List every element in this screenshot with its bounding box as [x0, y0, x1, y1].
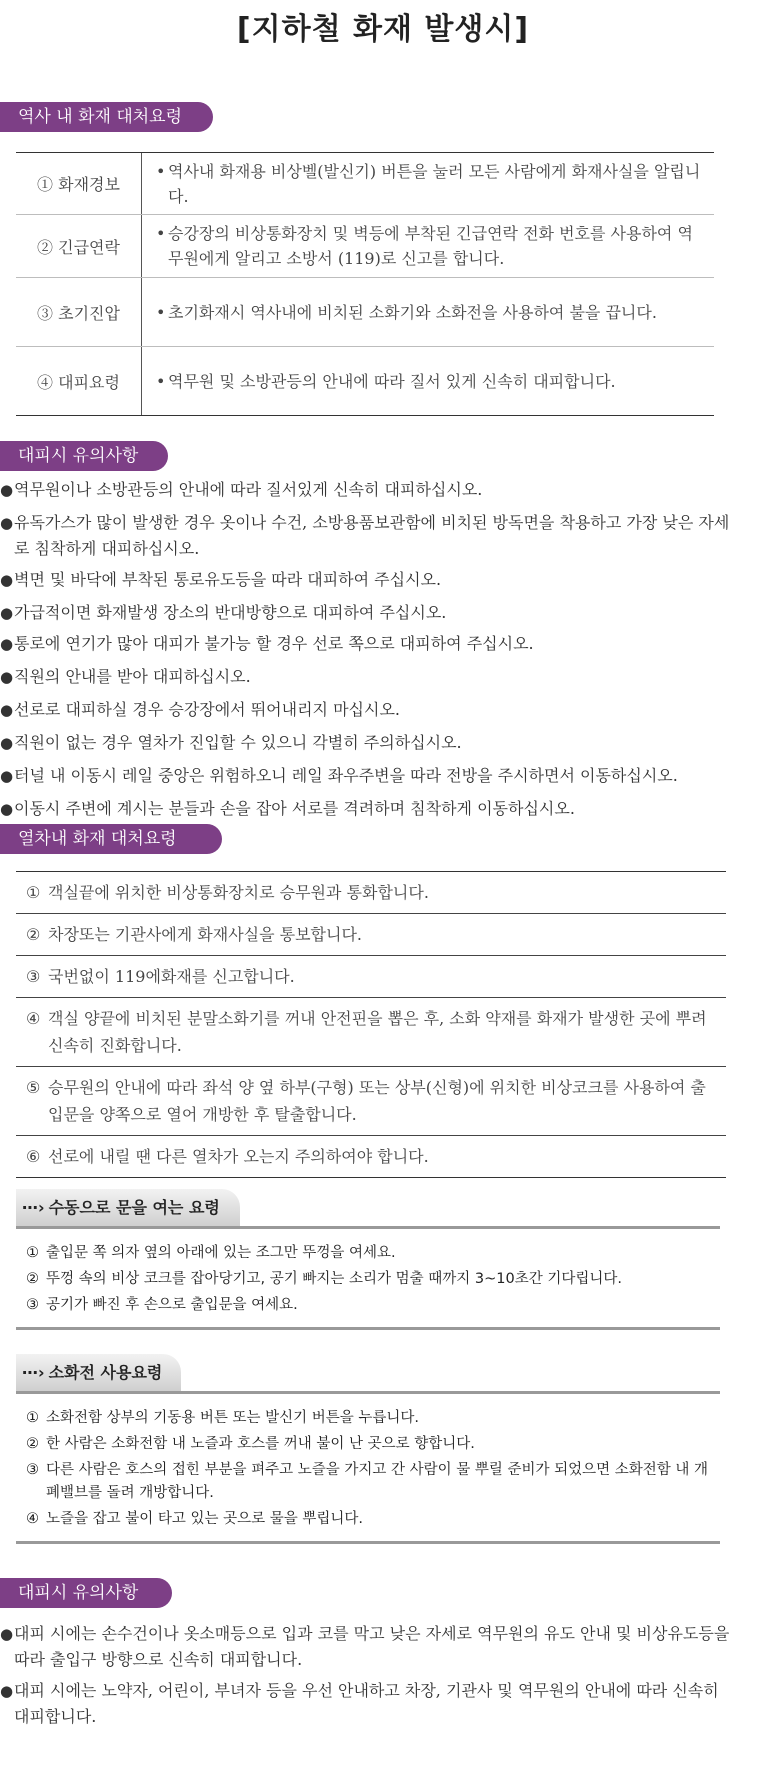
list-item: ① 소화전함 상부의 기동용 버튼 또는 발신기 버튼을 누릅니다. [26, 1410, 420, 1426]
list-item: ● 터널 내 이동시 레일 중앙은 위험하오니 레일 좌우주변을 따라 전방을 주시하면서 이동하십시오. [0, 763, 730, 789]
row-text: 승강장의 비상통화장치 및 벽등에 부착된 긴급연락 전화 번호를 사용하여 역무원에게 알리고 소방서 (119)로 신고를 합니다. [168, 224, 693, 268]
bullet-icon: ● [0, 668, 14, 686]
list-item: ③ 공기가 빠진 후 손으로 출입문을 여세요. [26, 1297, 298, 1313]
hydrant-tab [16, 1354, 181, 1391]
row-key: ④ 대피요령 [16, 347, 142, 415]
list-item: ⑥ 선로에 내릴 땐 다른 열차가 오는지 주의하여야 합니다. [26, 1147, 429, 1166]
evacuation-list-2 [0, 1621, 730, 1730]
page-title: [지하철 화재 발생시] [236, 12, 530, 47]
bullet-icon: • [156, 371, 166, 391]
list-item: ③ 다른 사람은 호스의 접힌 부분을 펴주고 노즐을 가지고 간 사람이 물 뿌릴 준비가 되었으면 소화전함 내 개폐밸브를 돌려 개방합니다. [26, 1462, 709, 1501]
list-item: ● 직원의 안내를 받아 대피하십시오. [0, 664, 730, 690]
list-item: ● 선로로 대피하실 경우 승강장에서 뛰어내리지 마십시오. [0, 697, 730, 723]
list-item: ② 뚜껑 속의 비상 코크를 잡아당기고, 공기 빠지는 소리가 멈출 때까지 3~10초간 기다립니다. [26, 1271, 622, 1287]
bullet-icon: ● [0, 481, 14, 499]
bullet-icon: ● [0, 1625, 14, 1643]
arrow-icon: ⋯› [22, 1198, 45, 1217]
row-key: ① 화재경보 [16, 153, 142, 214]
table-row [16, 278, 714, 347]
bullet-icon: ● [0, 604, 14, 622]
list-item: ● 벽면 및 바닥에 부착된 통로유도등을 따라 대피하여 주십시오. [0, 567, 730, 593]
table-row [16, 215, 714, 278]
bullet-icon: ● [0, 1682, 14, 1700]
section-label-evacuation: 대피시 유의사항 [0, 441, 168, 471]
bullet-icon: ● [0, 514, 14, 532]
evacuation-list [0, 477, 730, 822]
list-item: ● 가급적이면 화재발생 장소의 반대방향으로 대피하여 주십시오. [0, 600, 730, 626]
row-text: 역사내 화재용 비상벨(발신기) 버튼을 눌러 모든 사람에게 화재사실을 알립니다. [168, 162, 701, 206]
bullet-icon: ● [0, 571, 14, 589]
sub-section-title: 수동으로 문을 여는 요령 [48, 1198, 220, 1217]
section-label-train-fire: 열차내 화재 대처요령 [0, 824, 222, 854]
train-response-list [16, 871, 726, 1178]
list-item: ● 통로에 연기가 많아 대피가 불가능 할 경우 선로 쪽으로 대피하여 주십시오. [0, 631, 730, 657]
list-item: ● 대피 시에는 노약자, 어린이, 부녀자 등을 우선 안내하고 차장, 기관사 및 역무원의 안내에 따라 신속히 대피합니다. [0, 1678, 730, 1730]
manual-door-tab [16, 1189, 240, 1226]
row-key: ② 긴급연락 [16, 215, 142, 277]
manual-door-list [16, 1232, 720, 1330]
table-row [16, 153, 714, 215]
sub-section-title: 소화전 사용요령 [48, 1363, 163, 1382]
row-text: 역무원 및 소방관등의 안내에 따라 질서 있게 신속히 대피합니다. [168, 371, 616, 391]
manual-door-header [16, 1189, 720, 1229]
list-item: ③ 국번없이 119에화재를 신고합니다. [16, 956, 726, 998]
list-item: ● 직원이 없는 경우 열차가 진입할 수 있으니 각별히 주의하십시오. [0, 730, 730, 756]
hydrant-list [16, 1397, 720, 1544]
list-item: ① 출입문 쪽 의자 옆의 아래에 있는 조그만 뚜껑을 여세요. [26, 1245, 396, 1261]
bullet-icon: ● [0, 734, 14, 752]
bullet-icon: • [156, 302, 166, 322]
bullet-icon: ● [0, 767, 14, 785]
table-row [16, 347, 714, 415]
list-item: ④ 객실 양끝에 비치된 분말소화기를 꺼내 안전핀을 뽑은 후, 소화 약재를 화재가 발생한 곳에 뿌려 신속히 진화합니다. [16, 998, 726, 1067]
hydrant-header [16, 1354, 720, 1394]
list-item: ② 차장또는 기관사에게 화재사실을 통보합니다. [16, 914, 726, 956]
list-item: ⑤ 승무원의 안내에 따라 좌석 양 옆 하부(구형) 또는 상부(신형)에 위치한 비상코크를 사용하여 출입문을 양쪽으로 열어 개방한 후 탈출합니다. [16, 1067, 726, 1136]
list-item: ● 대피 시에는 손수건이나 옷소매등으로 입과 코를 막고 낮은 자세로 역무원의 유도 안내 및 비상유도등을 따라 출입구 방향으로 신속히 대피합니다. [0, 1621, 730, 1673]
row-key: ③ 초기진압 [16, 278, 142, 346]
bullet-icon: ● [0, 800, 14, 818]
arrow-icon: ⋯› [22, 1363, 45, 1382]
bullet-icon: ● [0, 635, 14, 653]
list-item: ④ 노즐을 잡고 불이 타고 있는 곳으로 물을 뿌립니다. [26, 1511, 364, 1527]
station-response-table [16, 152, 714, 416]
bullet-icon: • [156, 224, 166, 243]
section-label-evacuation-2: 대피시 유의사항 [0, 1578, 172, 1608]
bullet-icon: ● [0, 701, 14, 719]
list-item: ● 역무원이나 소방관등의 안내에 따라 질서있게 신속히 대피하십시오. [0, 477, 730, 503]
bullet-icon: • [156, 162, 166, 181]
list-item: ● 이동시 주변에 계시는 분들과 손을 잡아 서로를 격려하며 침착하게 이동하십시오. [0, 796, 730, 822]
section-label-station-fire: 역사 내 화재 대처요령 [0, 102, 213, 132]
row-text: 초기화재시 역사내에 비치된 소화기와 소화전을 사용하여 불을 끕니다. [168, 302, 657, 322]
list-item: ② 한 사람은 소화전함 내 노즐과 호스를 꺼내 불이 난 곳으로 향합니다. [26, 1436, 475, 1452]
list-item: ● 유독가스가 많이 발생한 경우 옷이나 수건, 소방용품보관함에 비치된 방독면을 착용하고 가장 낮은 자세로 침착하게 대피하십시오. [0, 510, 730, 562]
list-item: ① 객실끝에 위치한 비상통화장치로 승무원과 통화합니다. [16, 872, 726, 914]
